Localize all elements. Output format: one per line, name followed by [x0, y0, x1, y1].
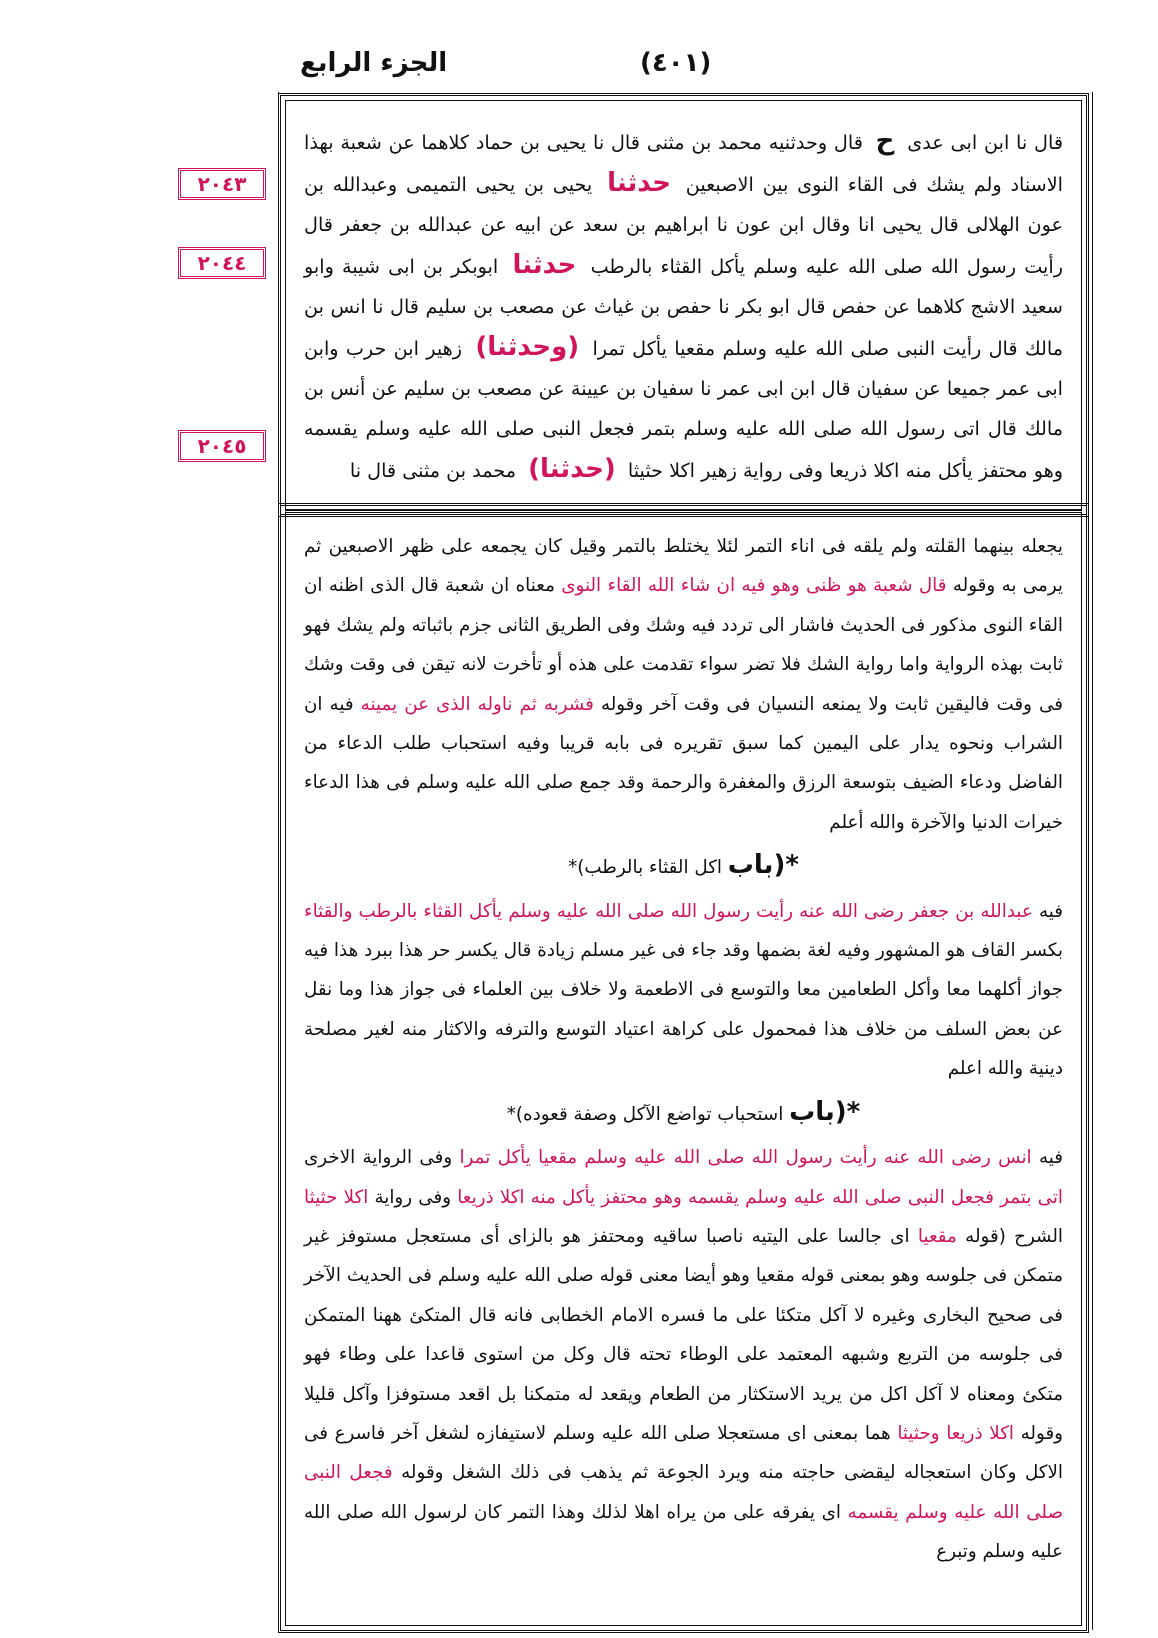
commentary-text: معناه ان شعبة قال الذى اظنه ان القاء النوى مذكور فى الحديث فاشار الى تردد فيه وشك وفى الطريق الثانى جزم باثباته ولم يشك فهو ثابت بهذه الرواية واما رواية الشك فلا تضر سواء تقدمت على هذه أو تأخرت لانه تيقن فى وقت وشك فى وقت فاليقين ثابت ولا يمنعه النسيان فى وقت آخر وقوله: [304, 575, 1064, 715]
chapter-title: استحباب تواضع الآكل وصفة قعوده)*: [506, 1103, 784, 1125]
hadith-marker-ha: ح: [875, 126, 895, 156]
page-border-left: [278, 92, 279, 1630]
commentary-text: وفى رواية: [374, 1186, 452, 1208]
commentary-text: فيه: [1038, 900, 1063, 922]
hadith-text: قال نا ابن ابى عدى: [907, 131, 1063, 154]
quoted-text: انس رضى الله عنه رأيت رسول الله صلى الله عليه وسلم مقعيا يأكل تمرا: [459, 1147, 1032, 1169]
hadith-paragraph: [286, 101, 1081, 501]
page-number: (٤٠١): [640, 48, 712, 78]
page-border-right: [1092, 92, 1093, 1630]
quoted-text: عبدالله بن جعفر رضى الله عنه رأيت رسول الله صلى الله عليه وسلم يأكل القثاء بالرطب والقثاء: [304, 900, 1033, 922]
hadith-text: قال وحدثنيه محمد بن مثنى قال نا يحيى بن حماد كلاهما عن شعبة بهذا الاسناد ولم يشك فى القاء النوى بين الاصبعين: [304, 131, 1063, 196]
commentary-text: فيه: [1038, 1147, 1064, 1169]
chapter-word: *(باب: [727, 850, 799, 881]
quoted-text: اكلا ذريعا وحثيثا: [897, 1422, 1014, 1444]
chapter-heading-qiththa: [304, 846, 1063, 887]
chapter-word: *(باب: [789, 1096, 861, 1127]
commentary-text: هما بمعنى اى مستعجلا صلى الله عليه وسلم لاستيفازه لشغل آخر فاسرع فى الاكل وكان استعجاله ليقضى حاجته منه ويرد الجوعة ثم يذهب فى ذلك الشغل وقوله: [304, 1422, 1064, 1484]
quoted-text: قال شعبة هو ظنى وهو فيه ان شاء الله القاء النوى: [561, 575, 947, 597]
haddathana-marker: حدثنا: [512, 250, 577, 280]
volume-title: الجزء الرابع: [300, 48, 448, 78]
commentary-text-box: [285, 510, 1082, 1626]
commentary-text: يجعله بينهما القلته ولم يلقه فى اناء التمر لئلا يختلط بالتمر وقيل كان يجمعه على ظهر الاصبعين ثم يرمى به وقوله: [304, 536, 1063, 597]
hadith-text-box: [285, 100, 1082, 510]
quoted-text: اتى بتمر فجعل النبى صلى الله عليه وسلم يقسمه وهو محتفز يأكل منه اكلا ذريعا: [457, 1186, 1064, 1208]
commentary-text: اى جالسا على اليتيه ناصبا ساقيه ومحتفز هو بالزاى أى مستعجل مستوفز غير متمكن فى جلوسه وهو بمعنى قوله مقعيا وهو أيضا معنى قوله صلى الله عليه وسلم فى الحديث الآخر فى صحيح البخارى وغيره لا آكل متكئا على ما فسره الامام الخطابى فانه قال المتكئ ههنا المتمكن فى جلوسه من التربع وشبهه المعتمد على الوطاء تحته قال وكل من استوى قاعدا على وطاء فهو متكئ ومعناه لا آكل اكل من يريد الاستكثار من الطعام ويقعد له متمكنا بل اقعد مستوفزا وآكل قليلا وقوله: [304, 1225, 1064, 1444]
commentary-text: وفى الرواية الاخرى: [304, 1147, 453, 1169]
hadith-text: ابوبكر بن ابى شيبة وابو سعيد الاشج كلاهما عن حفص قال ابو بكر نا حفص بن غياث عن مصعب بن سليم قال نا انس بن مالك قال رأيت النبى صلى الله عليه وسلم مقعيا يأكل تمرا: [304, 255, 1064, 360]
commentary-text: بكسر القاف هو المشهور وفيه لغة بضمها وقد جاء فى غير مسلم زيادة قال يكسر حر هذا ببرد هذا فيه جواز أكلهما معا وأكل الطعامين معا والتوسع فى الاطعمة ولا خلاف بين العلماء فى جواز هذا وما نقل عن بعض السلف من خلاف هذا فمحمول على كراهة اعتياد التوسع والترفه والاكثار منه لغير مصلحة دينية والله اعلم: [304, 940, 1063, 1080]
chapter-title: اكل القثاء بالرطب)*: [568, 857, 722, 879]
commentary-text: الشرح (قوله: [965, 1225, 1064, 1247]
quoted-text: فجعل النبى صلى الله عليه وسلم يقسمه: [304, 1462, 1064, 1523]
quoted-text: فشربه ثم ناوله الذى عن يمينه: [360, 693, 594, 715]
commentary-paragraph: [286, 513, 1081, 1572]
hadith-number-2043: ٢٠٤٣: [178, 168, 266, 200]
quoted-text: مقعيا: [917, 1225, 957, 1247]
commentary-text: اى يفرقه على من يراه اهلا لذلك وهذا التمر كان لرسول الله صلى الله عليه وسلم وتبرع: [304, 1501, 1063, 1563]
haddathana-marker: (حدثنا): [528, 454, 616, 484]
hadith-number-2044: ٢٠٤٤: [178, 247, 266, 279]
hadith-number-2045: ٢٠٤٥: [178, 430, 266, 462]
hadith-text: زهير ابن حرب وابن ابى عمر جميعا عن سفيان قال ابن ابى عمر نا سفيان بن عيينة عن مصعب بن سليم عن أنس بن مالك قال اتى رسول الله صلى الله عليه وسلم بتمر فجعل النبى صلى الله عليه وسلم يقسمه وهو محتفز يأكل منه اكلا ذريعا وفى رواية زهير اكلا حثيثا: [304, 337, 1063, 482]
quoted-text: اكلا حثيثا: [304, 1186, 369, 1208]
wahaddathana-marker: (وحدثنا): [475, 332, 580, 362]
chapter-heading-tawadu: [304, 1093, 1063, 1134]
commentary-text: فيه ان الشراب ونحوه يدار على اليمين كما سبق تقريره فى بابه قريبا وفيه استحباب طلب الدعاء من الفاضل ودعاء الضيف بتوسعة الرزق والمغفرة والرحمة وقد جمع صلى الله عليه وسلم فى هذا الدعاء خيرات الدنيا والآخرة والله أعلم: [304, 693, 1063, 833]
haddathana-marker: حدثنا: [607, 168, 671, 198]
hadith-text: محمد بن مثنى قال نا: [349, 459, 517, 482]
hadith-text: يحيى بن يحيى التميمى وعبدالله بن عون الهلالى قال يحيى انا وقال ابن عون نا ابراهيم بن سعد عن ابيه عن عبدالله بن جعفر قال رأيت رسول الله صلى الله عليه وسلم يأكل القثاء بالرطب: [304, 173, 1063, 278]
